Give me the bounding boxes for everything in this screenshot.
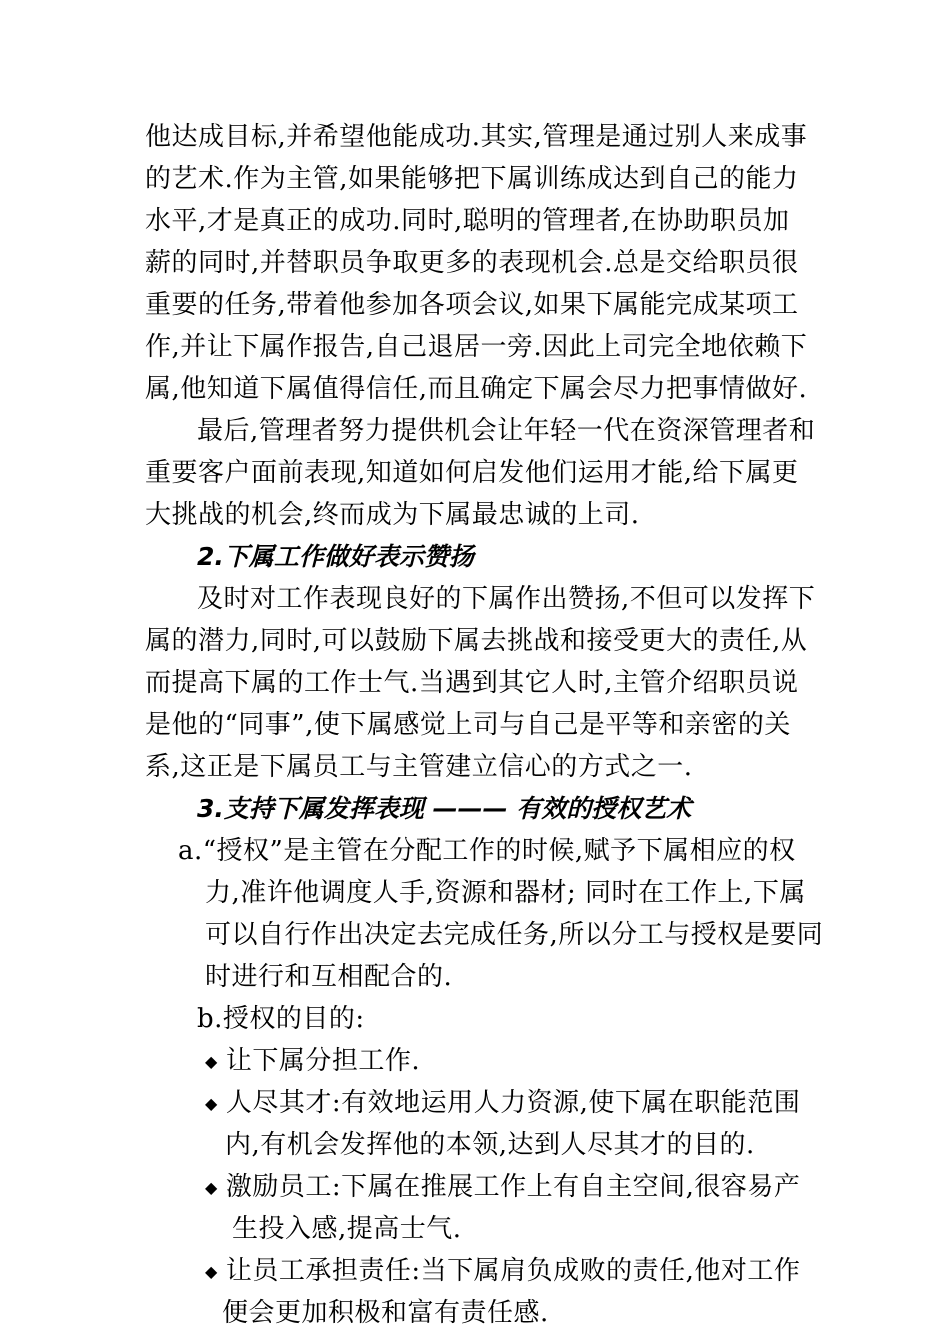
diamond-bullet-icon: ◆	[205, 1262, 218, 1281]
list-item-line: 时进行和互相配合的.	[205, 962, 453, 992]
bullet-text: 人尽其才:有效地运用人力资源,使下属在职能范围	[225, 1088, 801, 1118]
body-text-line: 大挑战的机会,终而成为下属最忠诚的上司.	[145, 500, 640, 530]
body-text-line: 系,这正是下属员工与主管建立信心的方式之一.	[145, 752, 693, 782]
bullet-item	[205, 1084, 800, 1123]
bullet-text-continuation: 生投入感,提高士气.	[232, 1214, 462, 1244]
body-text-line: 重要客户面前表现,知道如何启发他们运用才能,给下属更	[145, 458, 799, 488]
body-text-line: 的艺术.作为主管,如果能够把下属训练成达到自己的能力	[145, 164, 799, 194]
section-heading: 2.下属工作做好表示赞扬	[197, 542, 474, 571]
bullet-item	[205, 1252, 800, 1291]
diamond-bullet-icon: ◆	[205, 1094, 218, 1113]
list-item-line: 力,准许他调度人手,资源和器材; 同时在工作上,下属	[205, 878, 806, 908]
body-text-line: 作,并让下属作报告,自己退居一旁.因此上司完全地依赖下	[145, 332, 808, 362]
list-item-line: b.授权的目的:	[197, 1004, 365, 1034]
body-text-line: 及时对工作表现良好的下属作出赞扬,不但可以发挥下	[197, 584, 816, 614]
bullet-text-continuation: 便会更加积极和富有责任感.	[222, 1298, 549, 1328]
bullet-text: 让员工承担责任:当下属肩负成败的责任,他对工作	[225, 1256, 801, 1286]
body-text-line: 薪的同时,并替职员争取更多的表现机会.总是交给职员很	[145, 248, 799, 278]
bullet-text-continuation: 内,有机会发挥他的本领,达到人尽其才的目的.	[225, 1130, 755, 1160]
bullet-text: 让下属分担工作.	[225, 1046, 421, 1076]
body-text-line: 属的潜力,同时,可以鼓励下属去挑战和接受更大的责任,从	[145, 626, 808, 656]
list-item-line: a.“授权”是主管在分配工作的时候,赋予下属相应的权	[178, 836, 796, 866]
diamond-bullet-icon: ◆	[205, 1052, 218, 1071]
body-text-line: 是他的“同事”,使下属感觉上司与自己是平等和亲密的关	[145, 710, 791, 740]
body-text-line: 属,他知道下属值得信任,而且确定下属会尽力把事情做好.	[145, 374, 808, 404]
bullet-item	[205, 1042, 420, 1081]
body-text-line: 重要的任务,带着他参加各项会议,如果下属能完成某项工	[145, 290, 799, 320]
body-text-line: 水平,才是真正的成功.同时,聪明的管理者,在协助职员加	[145, 206, 790, 236]
list-item-line: 可以自行作出决定去完成任务,所以分工与授权是要同	[205, 920, 824, 950]
body-text-line: 最后,管理者努力提供机会让年轻一代在资深管理者和	[197, 416, 816, 446]
body-text-line: 而提高下属的工作士气.当遇到其它人时,主管介绍职员说	[145, 668, 799, 698]
body-text-line: 他达成目标,并希望他能成功.其实,管理是通过别人来成事	[145, 122, 808, 152]
section-heading: 3.支持下属发挥表现 ——— 有效的授权艺术	[197, 794, 692, 823]
bullet-text: 激励员工:下属在推展工作上有自主空间,很容易产	[225, 1172, 801, 1202]
bullet-item	[205, 1168, 800, 1207]
diamond-bullet-icon: ◆	[205, 1178, 218, 1197]
